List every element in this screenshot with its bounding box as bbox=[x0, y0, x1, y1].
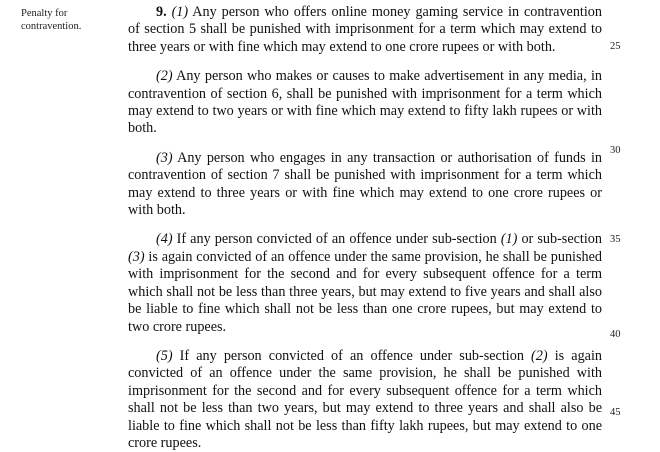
subsection-ref: (1) bbox=[500, 231, 518, 248]
subsection-label: (2) bbox=[156, 68, 173, 85]
subsection-4 bbox=[128, 231, 602, 335]
subsection-ref: (3) bbox=[128, 248, 145, 265]
subsection-text: is again convicted of an offence under the same provision, he shall be punished with imprisonment for the second and for every subsequent offence for a term which shall not be less than two years, but may extend to three years and shall also be liable to fine which shall not be less than fifty lakh rupees, but may extend to one crore rupees. bbox=[128, 347, 602, 451]
subsection-label: (1) bbox=[171, 4, 189, 20]
subsection-text: If any person convicted of an offence under sub-section bbox=[172, 231, 501, 248]
line-number: 30 bbox=[610, 145, 621, 156]
margin-note: Penalty for contravention. bbox=[21, 8, 82, 32]
subsection-label: (5) bbox=[156, 347, 173, 364]
line-number: 40 bbox=[610, 329, 621, 340]
section-number: 9. bbox=[156, 4, 167, 20]
subsection-5 bbox=[128, 348, 602, 452]
line-number: 45 bbox=[610, 407, 621, 418]
subsection-text: is again convicted of an offence under the same provision, he shall be punished with imprisonment for the second and for every subsequent offence for a term which shall not be less than three years, but may extend to five years and shall also be liable to fine which shall not be less than one crore rupees, but may extend to two crore rupees. bbox=[128, 248, 602, 335]
line-number: 25 bbox=[610, 41, 621, 52]
subsection-text: If any person convicted of an offence under sub-section bbox=[172, 347, 532, 364]
subsection-1 bbox=[128, 4, 602, 56]
subsection-ref: (2) bbox=[531, 347, 548, 364]
section-body bbox=[128, 4, 602, 452]
subsection-label: (4) bbox=[156, 231, 173, 248]
subsection-text: Any person who offers online money gaming service in contravention of section 5 shall be punished with imprisonment for a term which may extend to three years or with fine which may extend to one crore rupees or with both. bbox=[128, 4, 602, 55]
line-number: 35 bbox=[610, 234, 621, 245]
subsection-text: Any person who engages in any transaction or authorisation of funds in contravention of section 7 shall be punished with imprisonment for a term which may extend to three years or with fine which may extend to one crore rupees or with both. bbox=[128, 149, 602, 219]
subsection-3 bbox=[128, 150, 602, 220]
subsection-text: or sub-section bbox=[517, 231, 602, 248]
subsection-2 bbox=[128, 68, 602, 138]
subsection-text: Any person who makes or causes to make advertisement in any media, in contravention of section 6, shall be punished with imprisonment for a term which may extend to two years or with fine which may extend to fifty lakh rupees or with both. bbox=[128, 68, 602, 137]
subsection-label: (3) bbox=[156, 149, 173, 166]
